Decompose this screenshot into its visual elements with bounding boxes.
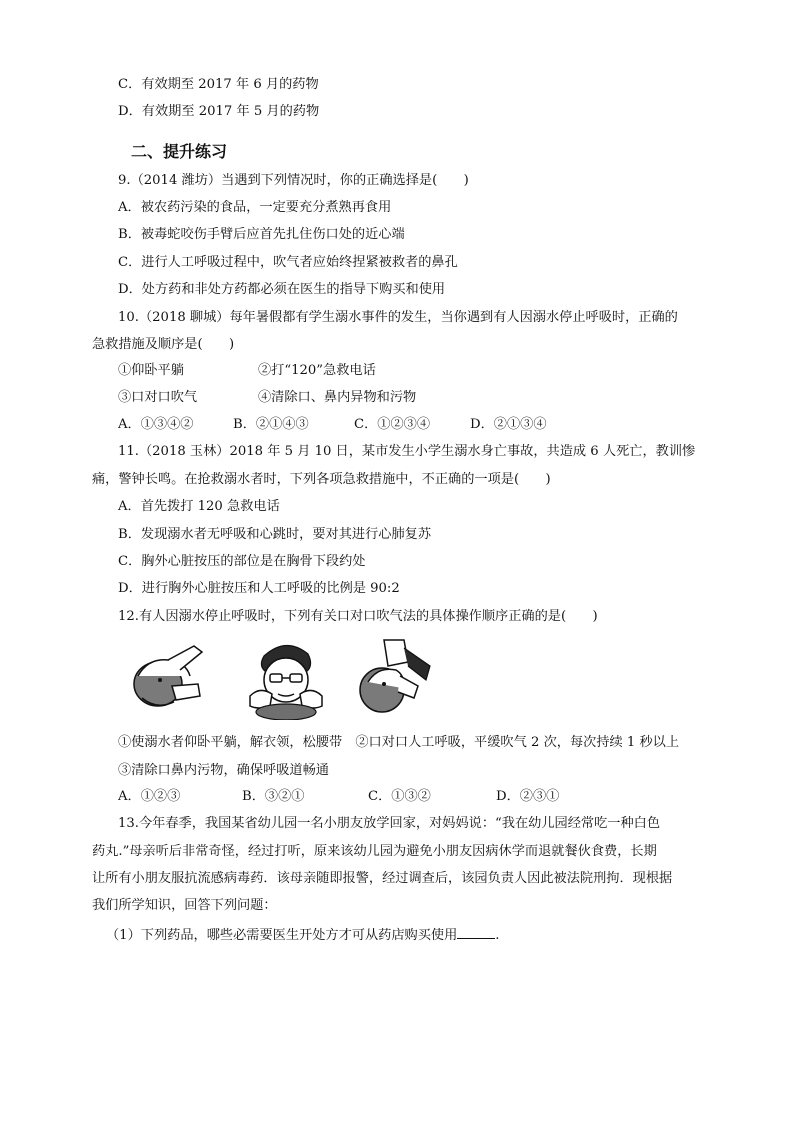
q10-option-b: B．②①④③ [233, 417, 309, 432]
q12-option-a: A．①②③ [118, 789, 181, 804]
q10-step-3: ③口对口吹气 [118, 390, 198, 405]
q10-option-a: A．①③④② [118, 417, 194, 432]
q10-stem-line2: 急救措施及顺序是( ) [92, 337, 235, 352]
q10-option-c: C．①②③④ [354, 417, 431, 432]
q13-sub1-suffix: . [495, 928, 500, 943]
q9-option-d: D．处方药和非处方药都必须在医生的指导下购买和使用 [118, 282, 446, 297]
q11-option-a: A．首先拨打 120 急救电话 [118, 499, 280, 514]
q11-option-d: D．进行胸外心脏按压和人工呼吸的比例是 90:2 [118, 581, 400, 596]
q12-stem: 12.有人因溺水停止呼吸时，下列有关口对口吹气法的具体操作顺序正确的是( ) [118, 609, 598, 624]
q13-sub1-answer-blank[interactable] [457, 924, 495, 939]
q12-option-b: B．③②① [242, 789, 305, 804]
q13-sub1-prefix: （1）下列药品，哪些必需要医生开处方才可从药店购买使用 [106, 928, 458, 943]
q12-option-c: C．①③② [368, 789, 431, 804]
q11-option-b: B．发现溺水者无呼吸和心跳时，要对其进行心肺复苏 [118, 527, 432, 542]
rescue-figure-2 [240, 636, 332, 720]
q8-option-d: D．有效期至 2017 年 5 月的药物 [118, 104, 320, 119]
q11-stem-line2: 痛，警钟长鸣。在抢救溺水者时，下列各项急救措施中，不正确的一项是( ) [92, 472, 551, 487]
q10-stem-line1: 10.（2018 聊城）每年暑假都有学生溺水事件的发生，当你遇到有人因溺水停止呼吸时，正确的 [118, 310, 678, 325]
section-title: 二、提升练习 [131, 142, 228, 161]
q10-step-2: ②打“120”急救电话 [258, 363, 376, 378]
q12-desc-line2: ③清除口鼻内污物，确保呼吸道畅通 [118, 763, 329, 778]
q11-option-c: C．胸外心脏按压的部位是在胸骨下段约处 [118, 554, 366, 569]
q10-option-d: D．②①③④ [470, 417, 547, 432]
q13-stem-line1: 13.今年春季，我国某省幼儿园一名小朋友放学回家，对妈妈说：“我在幼儿园经常吃一种白色 [118, 816, 661, 831]
rescue-illustrations [128, 636, 448, 720]
q9-option-b: B．被毒蛇咬伤手臂后应首先扎住伤口处的近心端 [118, 227, 405, 242]
q10-step-4: ④清除口、鼻内异物和污物 [258, 390, 417, 405]
q8-option-c: C．有效期至 2017 年 6 月的药物 [118, 77, 319, 92]
q9-option-c: C．进行人工呼吸过程中，吹气者应始终捏紧被救者的鼻孔 [118, 255, 458, 270]
q13-stem-line4: 我们所学知识，回答下列问题： [92, 898, 277, 913]
rescue-figure-1 [128, 636, 206, 716]
q10-step-1: ①仰卧平躺 [118, 363, 184, 378]
q13-sub1 [106, 924, 499, 945]
rescue-figure-3 [356, 636, 438, 718]
q13-stem-line3: 让所有小朋友服抗流感病毒药．该母亲随即报警，经过调查后，该园负责人因此被法院刑拘．现根据 [92, 871, 673, 886]
q11-stem-line1: 11.（2018 玉林）2018 年 5 月 10 日，某市发生小学生溺水身亡事故，共造成 6 人死亡，教训惨 [118, 444, 696, 459]
q13-stem-line2: 药丸.”母亲听后非常奇怪，经过打听，原来该幼儿园为避免小朋友因病休学而退就餐伙食费，长期 [92, 844, 657, 859]
q9-option-a: A．被农药污染的食品，一定要充分煮熟再食用 [118, 200, 392, 215]
q9-stem: 9.（2014 潍坊）当遇到下列情况时，你的正确选择是( ) [118, 173, 469, 188]
q12-desc-line1: ①使溺水者仰卧平躺，解衣领，松腰带 ②口对口人工呼吸，平缓吹气 2 次，每次持续 1 秒以上 [118, 735, 680, 750]
q12-option-d: D．②③① [496, 789, 560, 804]
